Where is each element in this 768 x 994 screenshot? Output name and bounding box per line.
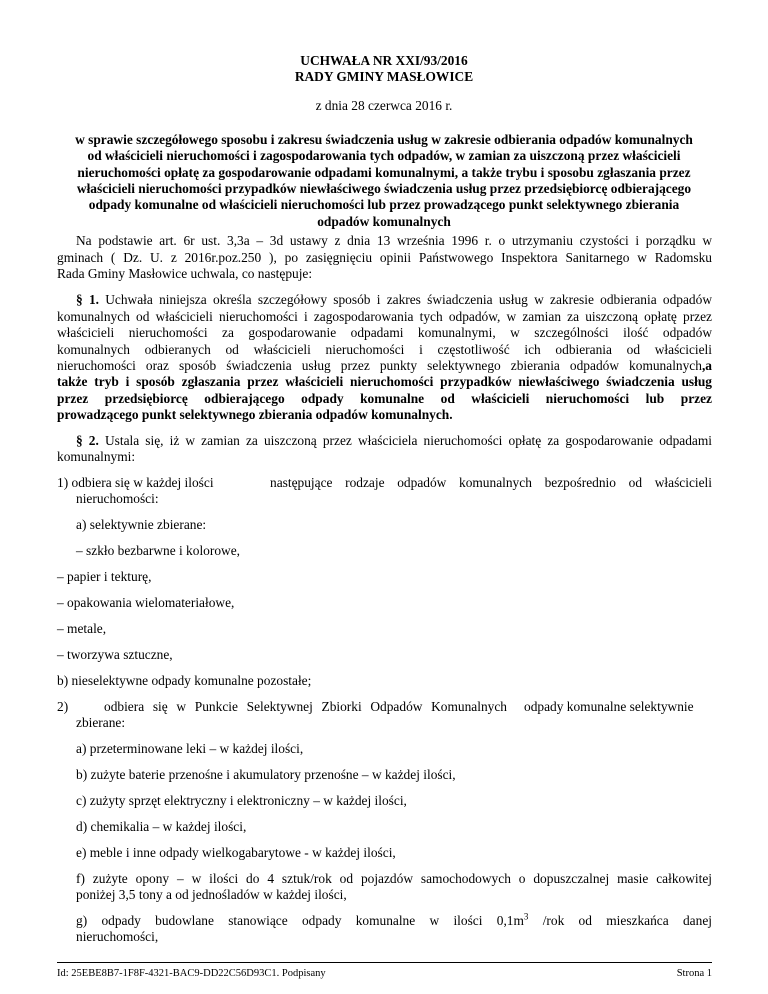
paragraph-line: komunalnych od właścicieli nieruchomości i zagospodarowania tych odpadów, w zamian za uiszczoną opłatę przez [57, 309, 712, 324]
subitem-text: g) odpady budowlane stanowiące odpady komunalne w ilości 0,1m [76, 913, 524, 928]
list-line: następujące rodzaje odpadów komunalnych bezpośrednio od właścicieli [270, 475, 712, 490]
list-subitem: poniżej 3,5 tony a od jednośladów w każdej ilości, [76, 887, 347, 902]
subject-line: odpadów komunalnych [317, 214, 451, 229]
list-item: – opakowania wielomateriałowe, [57, 595, 235, 610]
resolution-date: z dnia 28 czerwca 2016 r. [315, 98, 453, 113]
list-subitem: a) przeterminowane leki – w każdej ilości, [76, 741, 304, 756]
resolution-title: UCHWAŁA NR XXI/93/2016 [300, 53, 468, 68]
list-line: a) selektywnie zbierane: [76, 517, 207, 532]
preamble-line: Na podstawie art. 6r ust. 3,3a – 3d ustawy z dnia 13 września 1996 r. o utrzymaniu czystości i porządku w [76, 233, 712, 248]
list-subitem [76, 912, 712, 929]
list-item: – tworzywa sztuczne, [57, 647, 173, 662]
paragraph-line: komunalnych odbieranych od właścicieli nieruchomości i częstotliwość ich odbierania od właścicieli [57, 342, 712, 357]
list-line: odpady komunalne selektywnie [524, 699, 694, 714]
paragraph-line: prowadzącego punkt selektywnego zbierania odpadów komunalnych. [57, 407, 453, 422]
document-id: Id: 25EBE8B7-1F8F-4321-BAC9-DD22C56D93C1. Podpisany [57, 968, 326, 979]
list-line: nieruchomości: [76, 491, 159, 506]
paragraph-text-bold: ,a [701, 358, 712, 373]
paragraph-text: Uchwała niniejsza określa szczegółowy sposób i zakres świadczenia usług w zakresie odbierania odpadów [99, 292, 712, 307]
subject-line: od właścicieli nieruchomości i zagospodarowania tych odpadów, w zamian za uiszczoną przez właścicieli [87, 148, 681, 163]
list-subitem: b) zużyte baterie przenośne i akumulatory przenośne – w każdej ilości, [76, 767, 456, 782]
paragraph-text: nieruchomości oraz sposób świadczenia usług przez punkty selektywnego zbierania odpadów komunalnych [57, 358, 702, 373]
list-subitem: c) zużyty sprzęt elektryczny i elektroniczny – w każdej ilości, [76, 793, 407, 808]
subject-line: nieruchomości opłatę za gospodarowanie odpadami komunalnymi, a także trybu i sposobu zgłaszania przez [77, 165, 691, 180]
list-item: – papier i tekturę, [57, 569, 152, 584]
page-number: Strona 1 [676, 968, 712, 979]
paragraph-line: przez przedsiębiorcę odbierającego odpady komunalne od właścicieli nieruchomości lub przez [57, 391, 712, 406]
list-item: – szkło bezbarwne i kolorowe, [76, 543, 240, 558]
paragraph-label: § 1. [76, 292, 99, 307]
list-number: 2) [57, 699, 69, 714]
footer-rule [57, 962, 712, 963]
subject-line: właścicieli nieruchomości przypadków niewłaściwego świadczenia usług przez przedsiębiorcę odbierającego [76, 181, 692, 196]
subject-line: w sprawie szczegółowego sposobu i zakresu świadczenia usług w zakresie odbierania odpadów komunalnych [75, 132, 693, 147]
list-subitem: e) meble i inne odpady wielkogabarytowe - w każdej ilości, [76, 845, 396, 860]
list-subitem: nieruchomości, [76, 929, 159, 944]
paragraph-line [76, 432, 712, 449]
preamble-line: Rada Gminy Masłowice uchwala, co następuje: [57, 266, 313, 281]
paragraph-line [57, 357, 712, 374]
paragraph-line [76, 291, 712, 308]
list-subitem: f) zużyte opony – w ilości do 4 sztuk/rok od pojazdów samochodowych o dopuszczalnej masie całkowitej [76, 871, 712, 886]
paragraph-label: § 2. [76, 433, 99, 448]
superscript: 3 [523, 911, 529, 922]
list-subitem: d) chemikalia – w każdej ilości, [76, 819, 247, 834]
preamble-line: gminach ( Dz. U. z 2016r.poz.250 ), po zasięgnięciu opinii Państwowego Inspektora Sanitarnego w Radomsku [57, 250, 712, 265]
subitem-text: /rok od mieszkańca danej [528, 913, 712, 928]
list-item: – metale, [57, 621, 107, 636]
council-name: RADY GMINY MASŁOWICE [294, 69, 474, 84]
paragraph-line: także tryb i sposób zgłaszania przez właścicieli nieruchomości przypadków niewłaściwego świadczenia usług [57, 374, 712, 389]
list-line: zbierane: [76, 715, 126, 730]
paragraph-line: właścicieli nieruchomości za gospodarowanie odpadami komunalnymi, w szczególności ilość odpadów [57, 325, 712, 340]
paragraph-text: Ustala się, iż w zamian za uiszczoną przez właściciela nieruchomości opłatę za gospodarowanie odpadami [98, 433, 713, 448]
list-line: odbiera się w Punkcie Selektywnej Zbiorki Odpadów Komunalnych [104, 699, 507, 714]
list-line: 1) odbiera się w każdej ilości [57, 475, 214, 490]
paragraph-line: komunalnymi: [57, 449, 136, 464]
list-line: b) nieselektywne odpady komunalne pozostałe; [57, 673, 312, 688]
subject-line: odpady komunalne od właścicieli nieruchomości lub przez prowadzącego punkt selektywnego zbierania [88, 197, 680, 212]
